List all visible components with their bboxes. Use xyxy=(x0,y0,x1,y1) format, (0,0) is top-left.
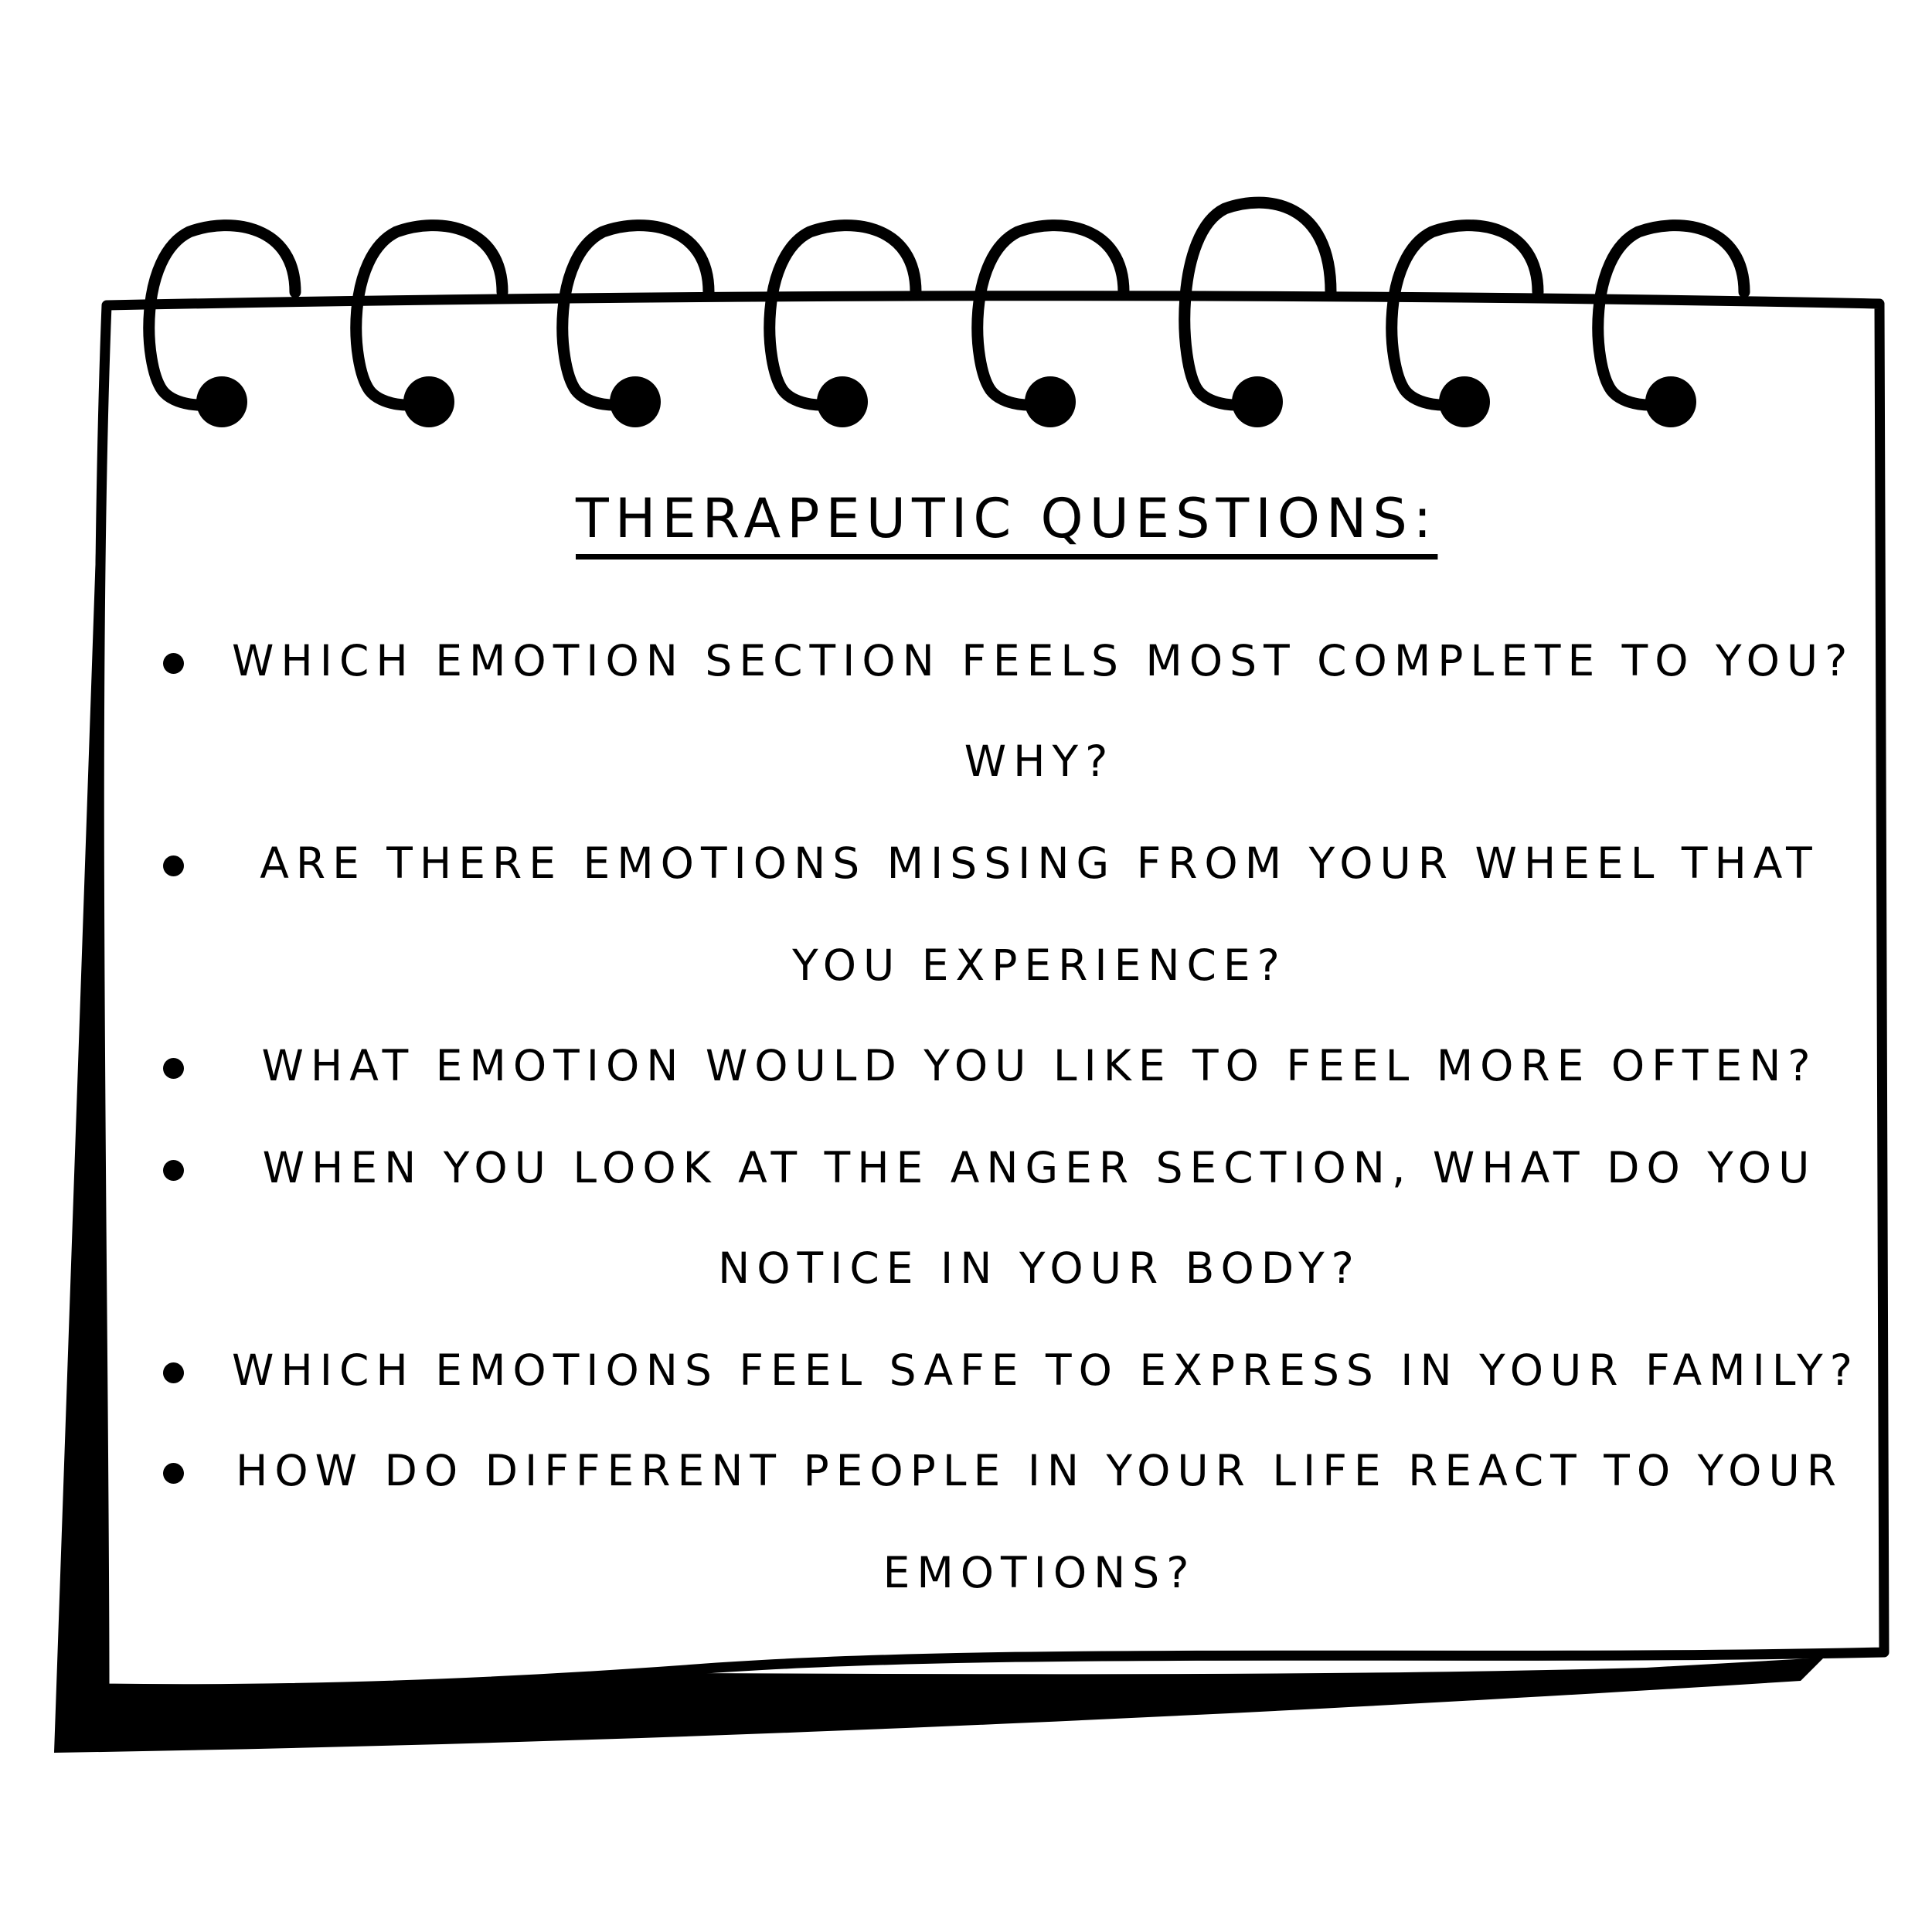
question-text-line: WHY? xyxy=(964,736,1115,786)
bullet-icon xyxy=(163,1160,184,1181)
question-text-line: WHAT EMOTION WOULD YOU LIKE TO FEEL MORE OFTEN? xyxy=(261,1041,1818,1090)
page-title: THERAPEUTIC QUESTIONS: xyxy=(576,487,1438,550)
bullet-icon xyxy=(163,1362,184,1383)
question-text-line: WHEN YOU LOOK AT THE ANGER SECTION, WHAT DO YOU xyxy=(262,1143,1817,1192)
question-text-line: NOTICE IN YOUR BODY? xyxy=(718,1243,1361,1293)
bullet-icon xyxy=(163,1463,184,1484)
question-text-line: EMOTIONS? xyxy=(883,1548,1196,1597)
question-text-line: ARE THERE EMOTIONS MISSING FROM YOUR WHEEL THAT xyxy=(260,838,1819,888)
question-text-line: YOU EXPERIENCE? xyxy=(792,940,1287,990)
bullet-icon xyxy=(163,855,184,876)
bullet-icon xyxy=(163,653,184,674)
question-text-line: WHICH EMOTION SECTION FEELS MOST COMPLETE TO YOU? xyxy=(232,636,1855,685)
bullet-icon xyxy=(163,1058,184,1079)
question-text-line: HOW DO DIFFERENT PEOPLE IN YOUR LIFE REACT TO YOUR xyxy=(236,1446,1843,1495)
question-text-line: WHICH EMOTIONS FEEL SAFE TO EXPRESS IN YOUR FAMILY? xyxy=(232,1345,1859,1395)
